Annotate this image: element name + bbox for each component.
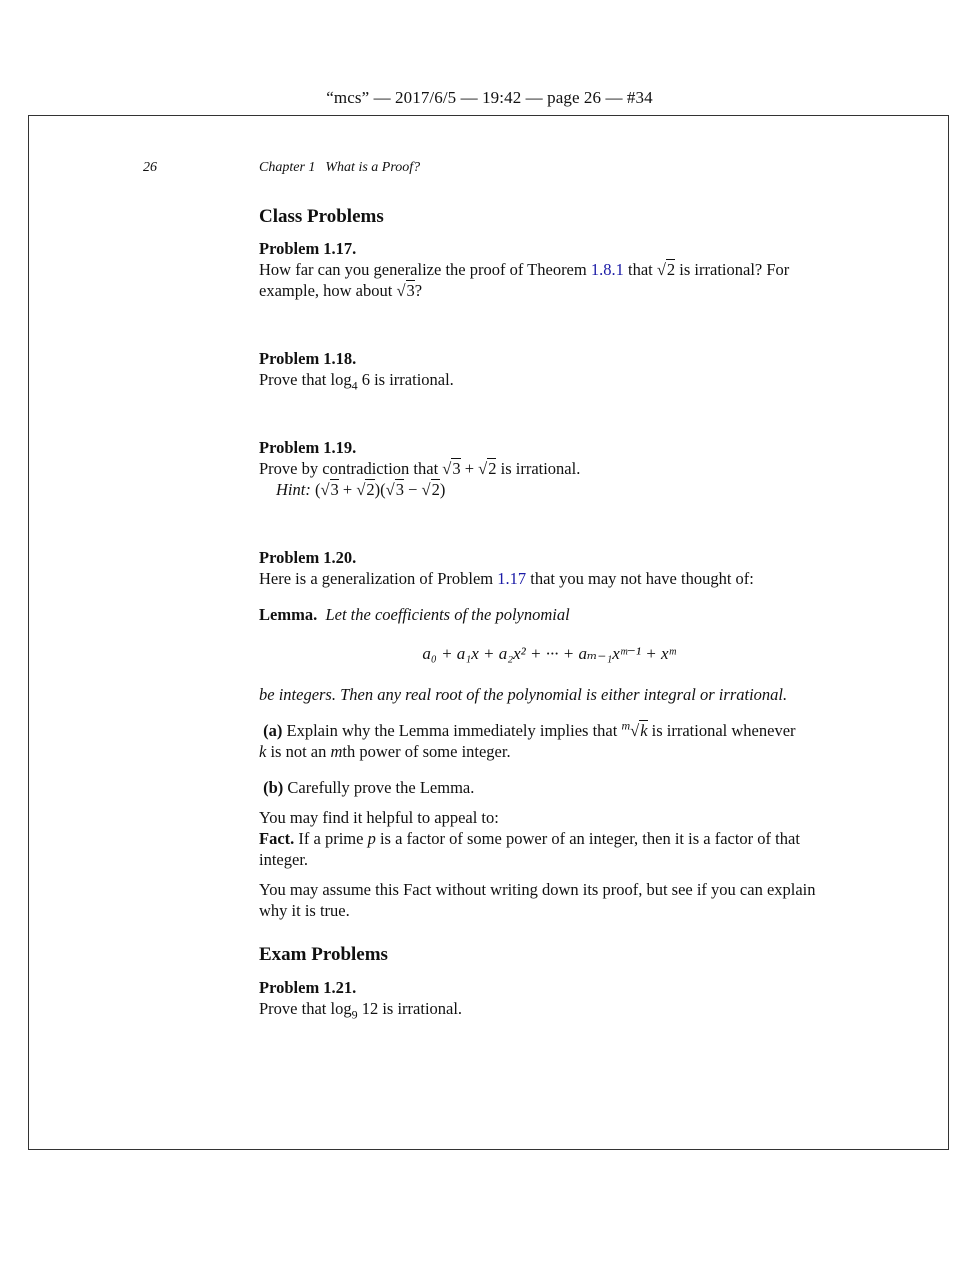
mth-root-k: $^m$√k xyxy=(621,718,648,740)
problem-text-line: Here is a generalization of Problem 1.17 that you may not have thought of: xyxy=(259,569,754,588)
fact-label: Fact. xyxy=(259,829,295,848)
problem-1-20 xyxy=(259,547,839,589)
polynomial-display: a₀ + a₁x + a₂x² + ··· + aₘ₋₁xᵐ⁻¹ + xᵐ xyxy=(422,644,676,663)
problem-title: Problem 1.17. xyxy=(259,239,357,258)
lemma-conclusion: be integers. Then any real root of the polynomial is either integral or irrational. xyxy=(259,685,788,704)
running-head-title: What is a Proof? xyxy=(325,160,421,175)
page-header: “mcs” — 2017/6/5 — 19:42 — page 26 — #34 xyxy=(326,88,653,107)
problem-1-17 xyxy=(259,238,839,301)
running-head xyxy=(259,160,420,176)
section-heading-class-problems: Class Problems xyxy=(259,206,384,227)
problem-title: Problem 1.20. xyxy=(259,548,357,567)
problem-title: Problem 1.18. xyxy=(259,349,357,368)
problem-text-line: How far can you generalize the proof of Theorem 1.8.1 that √2 is irrational? For xyxy=(259,260,790,279)
sqrt-3: √3 xyxy=(396,281,415,300)
section-heading-exam-problems: Exam Problems xyxy=(259,944,388,965)
part-a: (a) Explain why the Lemma immediately implies that $^m$√k is irrational whenever k is not an mth power of some integer. xyxy=(259,718,796,761)
problem-title: Problem 1.19. xyxy=(259,438,357,457)
page-number: 26 xyxy=(143,160,157,175)
hint-line: Hint: (√3 + √2)(√3 − √2) xyxy=(276,480,446,499)
theorem-link[interactable]: 1.8.1 xyxy=(590,260,624,279)
problem-text-line: example, how about √3? xyxy=(259,281,423,300)
hint-label: Hint: xyxy=(276,480,311,499)
problem-title: Problem 1.21. xyxy=(259,978,357,997)
sqrt-3: √3 xyxy=(442,459,461,478)
part-b: (b) Carefully prove the Lemma. xyxy=(263,778,475,797)
fact-block: You may find it helpful to appeal to: Fact. If a prime p is a factor of some power of an integer, then it is a factor of that integer. xyxy=(259,808,800,869)
running-head-chapter: Chapter 1 xyxy=(259,160,316,175)
sqrt-2: √2 xyxy=(656,260,676,279)
assume-paragraph: You may assume this Fact without writing down its proof, but see if you can explain why it is true. xyxy=(259,880,816,920)
problem-text-line: Prove by contradiction that √3 + √2 is irrational. xyxy=(259,459,581,478)
lemma-label: Lemma. xyxy=(259,605,318,624)
problem-text-line: Prove that $\log_4 6$ is irrational. xyxy=(259,370,454,393)
problem-text-line: Prove that $\log_9 12$ is irrational. xyxy=(259,999,463,1022)
problem-1-21 xyxy=(259,977,839,1022)
problem-1-19 xyxy=(259,437,839,500)
sqrt-2: √2 xyxy=(478,459,497,478)
problem-link[interactable]: 1.17 xyxy=(497,569,527,588)
lemma-statement: Lemma. Let the coefficients of the polynomial xyxy=(259,605,570,624)
problem-1-18 xyxy=(259,348,839,393)
